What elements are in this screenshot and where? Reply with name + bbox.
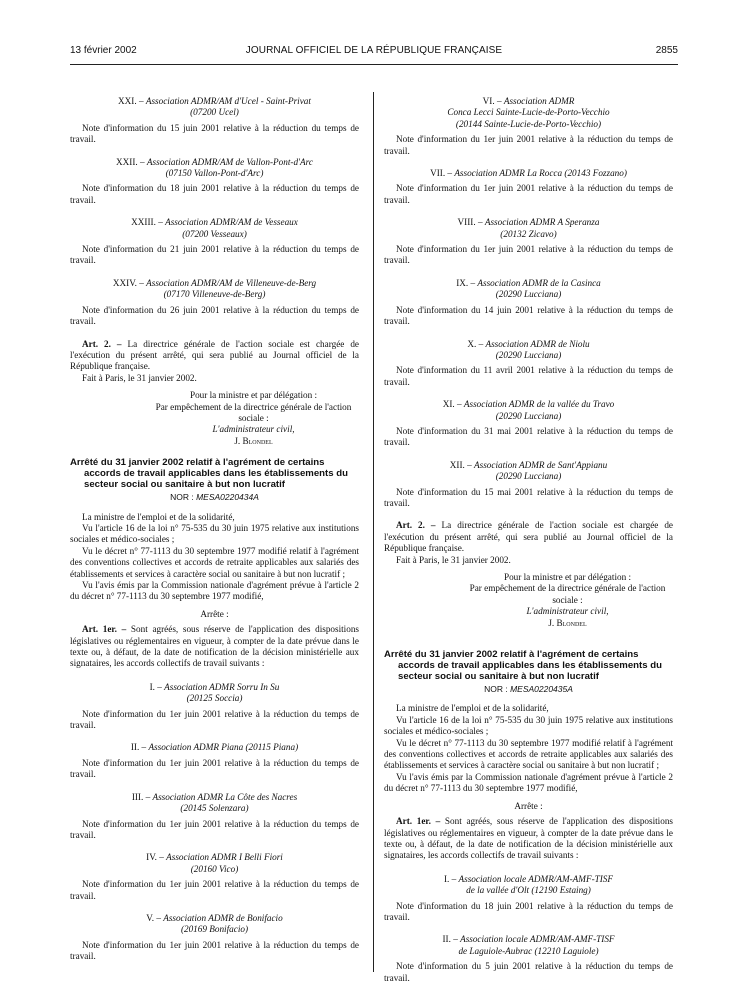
entry-note: Note d'information du 1er juin 2001 relative à la réduction du temps de travail. — [70, 818, 359, 840]
right-art1-text: Sont agréés, sous réserve de l'application des dispositions législatives ou réglementaires en vigueur, à compter de la date prévue dans le texte ou, à défaut, de la date de notification de la décision ministérielle aux signataires, les accords collectifs de travail suivants : — [384, 816, 673, 861]
entry-title: VII. – Association ADMR La Rocca (20143 Fozzano) — [430, 168, 627, 179]
right-art2 — [384, 520, 673, 554]
entry-note: Note d'information du 18 juin 2001 relative à la réduction du temps de travail. — [384, 900, 673, 922]
right-intro1: La ministre de l'emploi et de la solidarité, — [396, 703, 549, 714]
entry-association-name: Association ADMR Piana — [148, 742, 244, 753]
entry-number: IX. — [456, 277, 469, 288]
entry-association-name: Association ADMR de Niolu — [485, 338, 590, 349]
entry-association-name: Association ADMR A Speranza — [484, 217, 600, 228]
entry-association-name: Association ADMR/AM de Villeneuve-de-Berg — [146, 277, 317, 288]
right-arrete-title-line1: Arrêté du 31 janvier 2002 relatif à l'agrément de certains — [384, 649, 639, 661]
right-entry-list-2 — [384, 874, 673, 984]
entry-title: XXII. – Association ADMR/AM de Vallon-Pont-d'Arc (07150 Vallon-Pont-d'Arc) — [116, 156, 313, 179]
right-sig-line2: Par empêchement de la directrice générale de l'action sociale : — [469, 583, 666, 605]
entry-number: XXIV. — [112, 277, 137, 288]
entry-title: VI. – Association ADMR Conca Lecci Sainte-Lucie-de-Porto-Vecchio (20144 Sainte-Lucie-de-Porto-Vecchio) — [447, 96, 610, 129]
left-art2-label: Art. 2. – — [82, 338, 122, 349]
entry-note: Note d'information du 11 avril 2001 relative à la réduction du temps de travail. — [384, 365, 673, 387]
entry-location: (20290 Lucciana) — [495, 289, 562, 300]
header-date: 13 février 2002 — [70, 45, 137, 56]
left-entry — [70, 682, 359, 732]
entry-association-name: Association ADMR de la Casinca — [477, 277, 601, 288]
entry-location: (20160 Vico) — [190, 863, 239, 874]
right-nor-label: NOR : — [484, 684, 508, 695]
entry-number: V. — [146, 912, 155, 923]
entry-title: I. – Association locale ADMR/AM-AMF-TISF de la vallée d'Olt (12190 Estaing) — [444, 873, 613, 896]
entry-location: (20143 Fozzano) — [564, 168, 627, 179]
left-art2-text: La directrice générale de l'action sociale est chargée de l'exécution du présent arrêté, qui sera publié au Journal officiel de la République française. — [70, 338, 360, 372]
left-fait: Fait à Paris, le 31 janvier 2002. — [82, 372, 197, 383]
left-arrete-title — [70, 457, 359, 490]
left-intro4: Vu l'avis émis par la Commission nationale d'agrément prévue à l'article 2 du décret n° 77-1113 du 30 septembre 1977 modifié, — [70, 580, 359, 602]
entry-note: Note d'information du 14 juin 2001 relative à la réduction du temps de travail. — [384, 304, 673, 327]
entry-location: (07200 Ucel) — [190, 107, 239, 118]
left-art1-label: Art. 1er. – — [82, 624, 127, 635]
entry-number: IV. — [146, 852, 157, 863]
entry-association-name: Association ADMR/AM de Vallon-Pont-d'Arc — [146, 156, 313, 167]
right-art2-label: Art. 2. – — [396, 520, 436, 531]
entry-note: Note d'information du 15 mai 2001 relative à la réduction du temps de travail. — [384, 486, 673, 508]
entry-number: VI. — [482, 96, 495, 106]
column-divider — [373, 92, 374, 972]
left-entry — [70, 852, 359, 902]
left-arrete: Arrête : — [200, 608, 229, 619]
entry-note: Note d'information du 31 mai 2001 relative à la réduction du temps de travail. — [384, 425, 673, 448]
entry-number: VII. — [430, 168, 446, 179]
left-intro3: Vu le décret n° 77-1113 du 30 septembre 1977 modifié relatif à l'agrément des conventions collectives et accords de retraite applicables aux salariés des établissements et services à caractère social ou sanitaire à but non lucratif ; — [70, 545, 359, 579]
entry-location: (20125 Soccia) — [186, 693, 243, 704]
left-intro1: La ministre de l'emploi et de la solidarité, — [82, 511, 235, 522]
left-art1-text: Sont agréés, sous réserve de l'application des dispositions législatives ou réglementaires en vigueur, à compter de la date prévue dans le texte ou, à défaut, de la date de notification de la décision ministérielle aux signataires, les accords collectifs de travail suivants : — [70, 624, 359, 669]
entry-association-name: Association ADMR/AM de Vesseaux — [165, 217, 298, 228]
entry-association-name-cont: Conca Lecci Sainte-Lucie-de-Porto-Vecchio — [447, 107, 610, 118]
header-rule — [70, 64, 678, 65]
left-art2 — [70, 339, 359, 373]
entry-location: (20290 Lucciana) — [495, 349, 562, 360]
entry-number: XXI. — [118, 96, 137, 106]
left-entry — [70, 742, 359, 780]
left-entry — [70, 913, 359, 963]
left-entry-list — [70, 96, 359, 328]
entry-title: XI. – Association ADMR de la vallée du Travo (20290 Lucciana) — [442, 399, 615, 421]
entry-note: Note d'information du 1er juin 2001 relative à la réduction du temps de travail. — [384, 134, 673, 156]
entry-location: (20290 Lucciana) — [495, 410, 562, 421]
right-art2-text: La directrice générale de l'action sociale est chargée de l'exécution du présent arrêté, qui sera publié au Journal officiel de la République française. — [384, 520, 674, 554]
right-arrete-title-line2: accords de travail applicables dans les établissements du secteur social ou sanitaire à but non lucratif — [398, 660, 662, 683]
entry-note: Note d'information du 1er juin 2001 relative à la réduction du temps de travail. — [70, 939, 359, 962]
header-journal-title: JOURNAL OFFICIEL DE LA RÉPUBLIQUE FRANÇAISE — [245, 45, 503, 56]
entry-title: II. – Association locale ADMR/AM-AMF-TISF de Laguiole-Aubrac (12210 Laguiole) — [442, 934, 615, 956]
right-sig-line1: Pour la ministre et par délégation : — [503, 572, 632, 582]
entry-title: XII. – Association ADMR de Sant'Appianu (20290 Lucciana) — [449, 459, 608, 482]
entry-number: XXII. — [116, 156, 138, 167]
right-entry — [384, 874, 673, 924]
right-entry — [384, 339, 673, 389]
entry-number: III. — [131, 791, 144, 802]
left-nor — [70, 492, 359, 503]
entry-location: de la vallée d'Olt (12190 Estaing) — [466, 885, 591, 896]
entry-note: Note d'information du 18 juin 2001 relative à la réduction du temps de travail. — [70, 183, 359, 205]
left-sig-name: J. Blondel — [234, 435, 273, 446]
entry-association-name: Association ADMR de la vallée du Travo — [463, 399, 615, 410]
entry-location: (20290 Lucciana) — [495, 471, 562, 482]
right-intro3: Vu le décret n° 77-1113 du 30 septembre 1977 modifié relatif à l'agrément des conventions collectives et accords de retraite applicables aux salariés des établissements et services à caractère social ou sanitaire à but non lucratif ; — [384, 737, 673, 771]
entry-location: (07150 Vallon-Pont-d'Arc) — [165, 168, 264, 179]
entry-title: IV. – Association ADMR I Belli Fiori (20160 Vico) — [146, 852, 283, 874]
entry-note: Note d'information du 1er juin 2001 relative à la réduction du temps de travail. — [70, 708, 359, 731]
right-art1 — [384, 816, 673, 862]
left-arrete-title-line2: accords de travail applicables dans les établissements du secteur social ou sanitaire à but non lucratif — [84, 468, 348, 491]
entry-association-name: Association ADMR I Belli Fiori — [166, 852, 283, 863]
entry-association-name: Association ADMR — [503, 96, 575, 106]
entry-number: II. — [130, 742, 140, 753]
entry-number: XII. — [449, 459, 465, 470]
right-intro4: Vu l'avis émis par la Commission nationale d'agrément prévue à l'article 2 du décret n° 77-1113 du 30 septembre 1977 modifié, — [384, 771, 673, 794]
left-sig-line1: Pour la ministre et par délégation : — [189, 390, 318, 401]
entry-title: I. – Association ADMR Sorru In Su (20125 Soccia) — [149, 681, 280, 704]
left-entry — [70, 792, 359, 842]
entry-note: Note d'information du 21 juin 2001 relative à la réduction du temps de travail. — [70, 244, 359, 266]
entry-association-name: Association locale ADMR/AM-AMF-TISF — [460, 934, 615, 945]
left-sig-line3: L'administrateur civil, — [212, 424, 295, 435]
left-entry-list-2 — [70, 682, 359, 963]
left-entry — [70, 217, 359, 267]
right-column — [384, 96, 673, 995]
entry-title: XXIII. – Association ADMR/AM de Vesseaux (07200 Vesseaux) — [131, 217, 298, 239]
left-column — [70, 96, 359, 974]
right-entry — [384, 460, 673, 510]
right-art1-label: Art. 1er. – — [396, 816, 441, 827]
right-entry — [384, 168, 673, 206]
entry-title: V. – Association ADMR de Bonifacio (20169 Bonifacio) — [146, 912, 283, 935]
entry-location: (07170 Villeneuve-de-Berg) — [163, 289, 266, 300]
right-entry — [384, 96, 673, 157]
entry-number: I. — [149, 681, 155, 692]
left-nor-label: NOR : — [170, 492, 194, 503]
left-arrete-title-line1: Arrêté du 31 janvier 2002 relatif à l'agrément de certains — [70, 457, 325, 469]
right-nor-code: MESA0220435A — [510, 684, 573, 695]
right-sig-name: J. Blondel — [548, 617, 587, 628]
entry-note: Note d'information du 1er juin 2001 relative à la réduction du temps de travail. — [70, 757, 359, 780]
left-art1 — [70, 624, 359, 670]
entry-title: III. – Association ADMR La Côte des Nacres (20145 Solenzara) — [131, 791, 298, 814]
right-entry — [384, 934, 673, 984]
left-entry — [70, 157, 359, 207]
right-sig-line3: L'administrateur civil, — [526, 606, 609, 617]
entry-number: XXIII. — [131, 217, 156, 228]
entry-note: Note d'information du 1er juin 2001 relative à la réduction du temps de travail. — [384, 244, 673, 266]
entry-title: IX. – Association ADMR de la Casinca (20290 Lucciana) — [456, 277, 601, 300]
entry-note: Note d'information du 1er juin 2001 relative à la réduction du temps de travail. — [70, 879, 359, 901]
entry-note: Note d'information du 1er juin 2001 relative à la réduction du temps de travail. — [384, 183, 673, 205]
entry-number: X. — [467, 338, 477, 349]
entry-note: Note d'information du 5 juin 2001 relative à la réduction du temps de travail. — [384, 961, 673, 983]
right-entry — [384, 399, 673, 449]
entry-title: X. – Association ADMR de Niolu (20290 Lucciana) — [467, 338, 590, 360]
entry-association-name: Association locale ADMR/AM-AMF-TISF — [458, 873, 613, 884]
right-fait: Fait à Paris, le 31 janvier 2002. — [396, 554, 511, 565]
entry-number: VIII. — [457, 217, 476, 228]
entry-association-name: Association ADMR Sorru In Su — [164, 681, 280, 692]
entry-number: I. — [444, 873, 450, 884]
entry-location: de Laguiole-Aubrac (12210 Laguiole) — [458, 945, 599, 956]
header-page-number: 2855 — [655, 45, 678, 56]
left-entry — [70, 96, 359, 146]
entry-association-name: Association ADMR La Rocca — [454, 168, 563, 179]
entry-association-name: Association ADMR de Bonifacio — [163, 912, 283, 923]
left-sig-line2: Par empêchement de la directrice générale de l'action sociale : — [155, 401, 352, 423]
entry-location: (20144 Sainte-Lucie-de-Porto-Vecchio) — [455, 118, 602, 129]
left-nor-code: MESA0220434A — [196, 492, 259, 503]
left-intro2: Vu l'article 16 de la loi n° 75-535 du 30 juin 1975 relative aux institutions sociales et médico-sociales ; — [70, 522, 359, 545]
left-entry — [70, 278, 359, 328]
entry-association-name: Association ADMR de Sant'Appianu — [474, 459, 608, 470]
entry-location: (07200 Vesseaux) — [182, 228, 247, 239]
right-entry — [384, 217, 673, 267]
entry-title: II. – Association ADMR Piana (20115 Piana) — [130, 742, 299, 753]
page-header — [70, 45, 678, 59]
right-arrete-title — [384, 649, 673, 682]
right-entry-list — [384, 96, 673, 509]
entry-number: XI. — [442, 399, 455, 410]
right-nor — [384, 684, 673, 695]
entry-location: (20169 Bonifacio) — [180, 924, 249, 935]
entry-location: (20132 Zicavo) — [500, 228, 557, 239]
entry-association-name: Association ADMR La Côte des Nacres — [152, 791, 298, 802]
right-intro2: Vu l'article 16 de la loi n° 75-535 du 30 juin 1975 relative aux institutions sociales et médico-sociales ; — [384, 714, 673, 737]
entry-location: (20115 Piana) — [245, 742, 299, 753]
right-arrete: Arrête : — [514, 800, 543, 811]
entry-note: Note d'information du 15 juin 2001 relative à la réduction du temps de travail. — [70, 122, 359, 145]
entry-note: Note d'information du 26 juin 2001 relative à la réduction du temps de travail. — [70, 304, 359, 327]
entry-title: VIII. – Association ADMR A Speranza (20132 Zicavo) — [457, 217, 600, 239]
entry-location: (20145 Solenzara) — [180, 803, 249, 814]
entry-association-name: Association ADMR/AM d'Ucel - Saint-Privat — [145, 96, 311, 106]
entry-title: XXI. – Association ADMR/AM d'Ucel - Saint-Privat (07200 Ucel) — [118, 96, 311, 118]
right-entry — [384, 278, 673, 328]
entry-number: II. — [442, 934, 451, 945]
entry-title: XXIV. – Association ADMR/AM de Villeneuve-de-Berg (07170 Villeneuve-de-Berg) — [112, 277, 317, 300]
